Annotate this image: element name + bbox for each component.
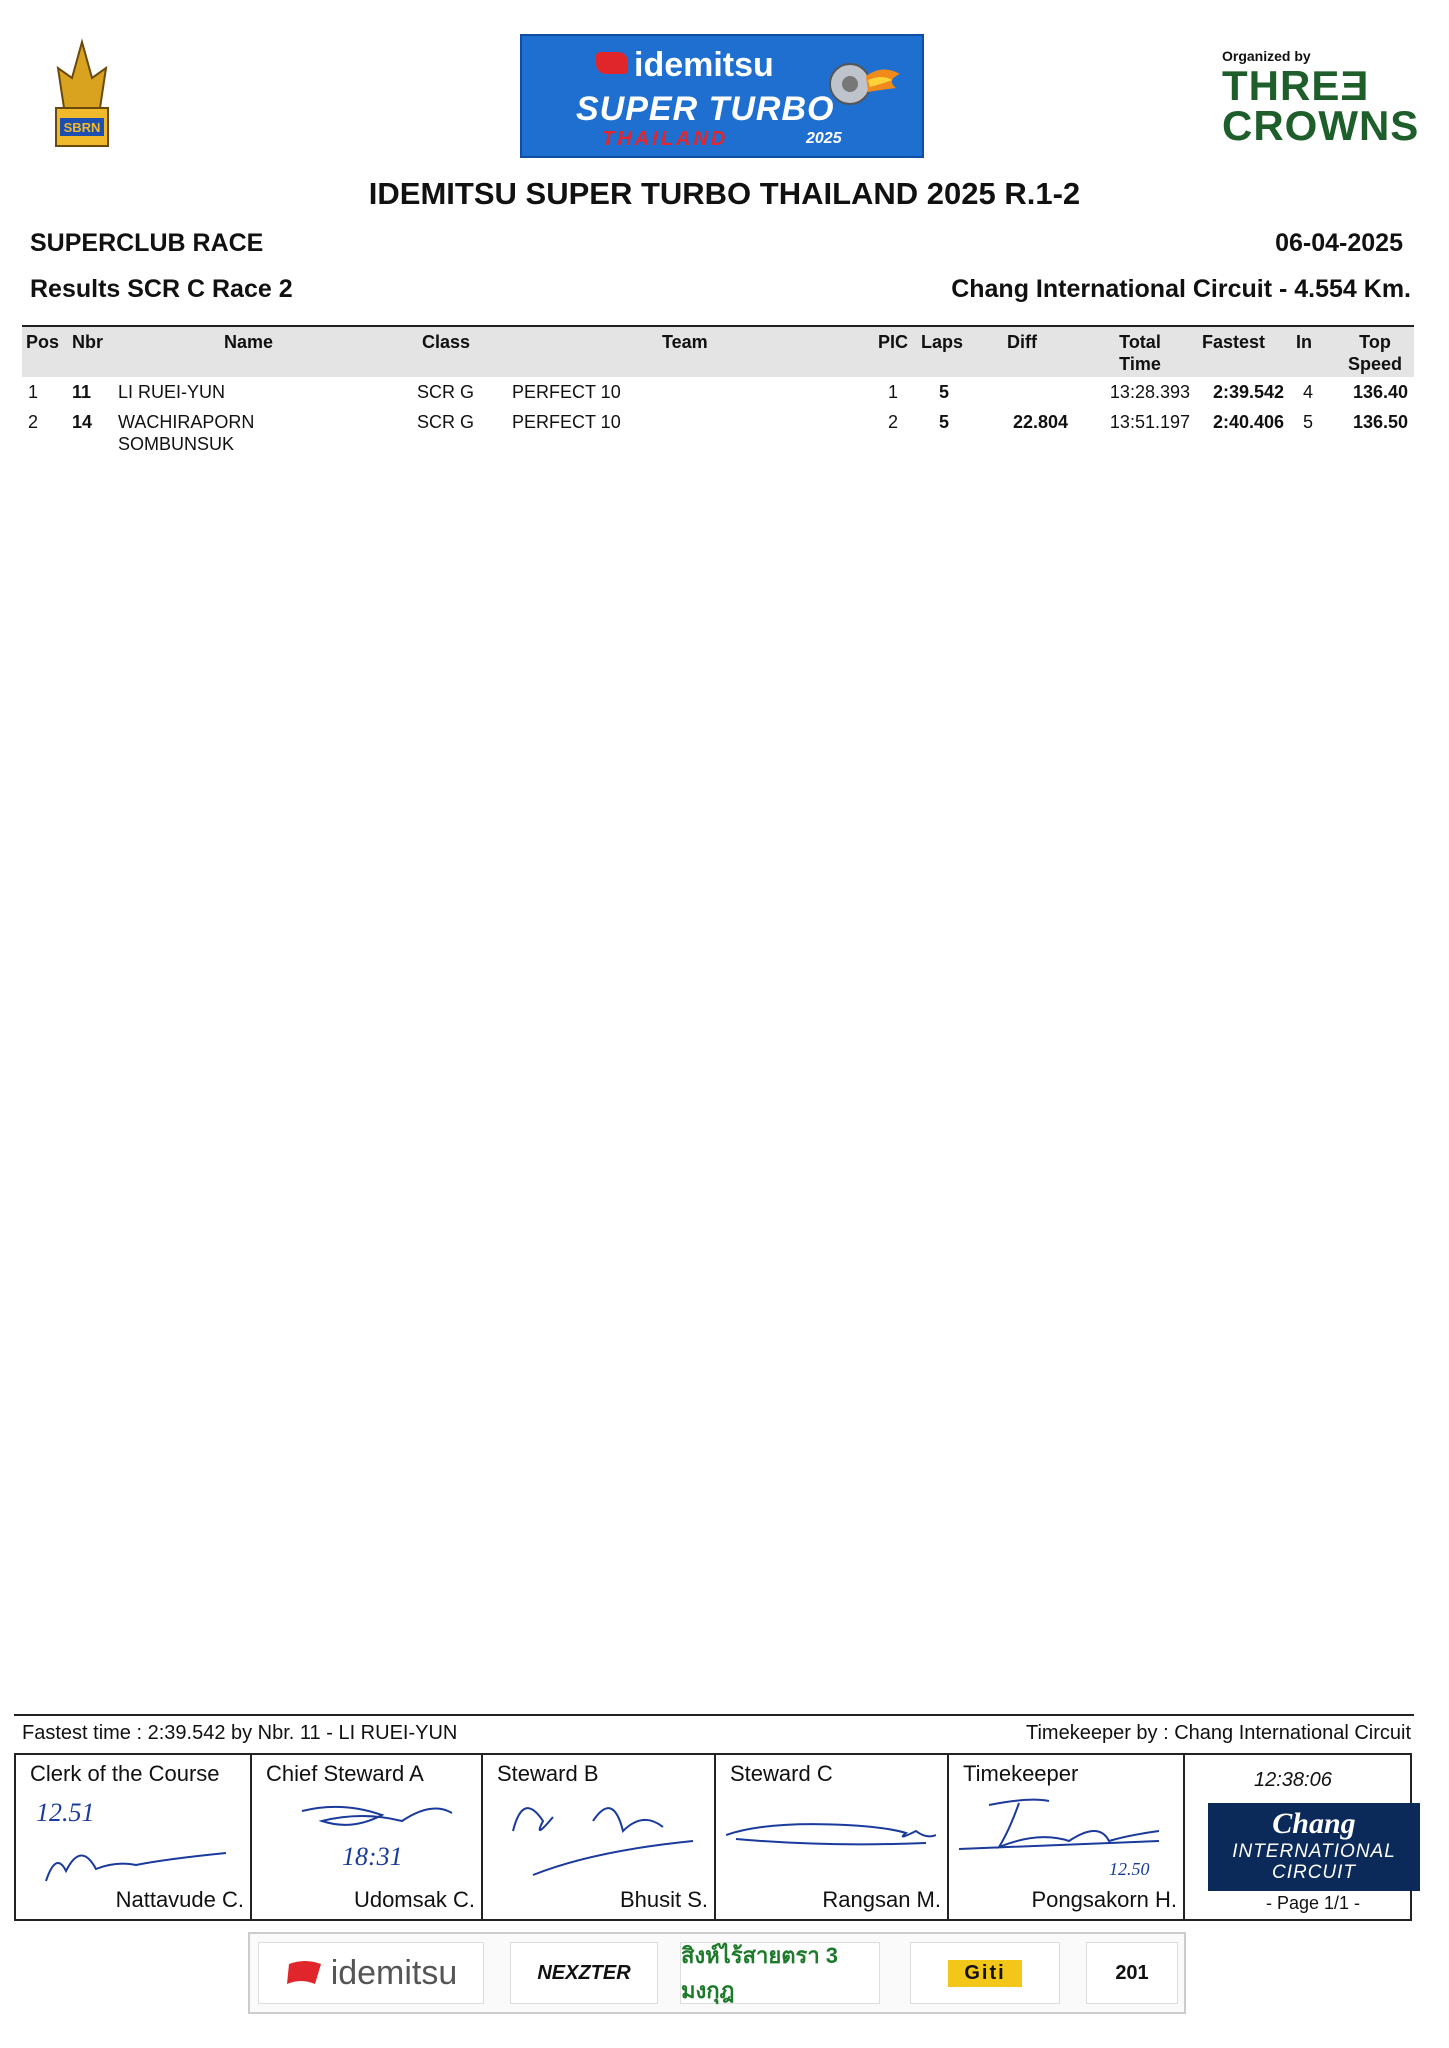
row-in: 4	[1303, 382, 1314, 402]
col-pic: PIC	[878, 332, 909, 352]
official-name: Udomsak C.	[353, 1887, 475, 1912]
signature-box	[14, 1753, 1412, 1921]
official-steward-b	[483, 1755, 716, 1919]
idemitsu-super-turbo-banner	[520, 34, 924, 158]
official-label: Chief Steward A	[266, 1761, 424, 1786]
official-clerk	[16, 1755, 252, 1919]
row-pic: 1	[888, 382, 899, 402]
row-name-line1: WACHIRAPORN	[118, 412, 255, 432]
results-table-header	[22, 325, 1414, 377]
svg-text:12.50: 12.50	[1109, 1859, 1150, 1879]
col-team: Team	[662, 332, 708, 352]
col-top-speed	[1342, 331, 1408, 375]
organizer-label: Organized by	[1222, 48, 1311, 64]
crowns-line1: THREƎ	[1222, 62, 1370, 109]
signature-steward-b	[493, 1791, 703, 1891]
row-nbr: 14	[72, 412, 93, 432]
row-in: 5	[1303, 412, 1314, 432]
row-nbr: 11	[72, 382, 92, 402]
col-nbr: Nbr	[72, 332, 103, 352]
col-top-line1: Top	[1359, 332, 1391, 352]
col-in: In	[1296, 332, 1312, 352]
row-pos: 2	[28, 412, 39, 432]
page-indicator: - Page 1/1 -	[1266, 1893, 1361, 1913]
official-name: Bhusit S.	[619, 1887, 708, 1912]
svg-text:18:31: 18:31	[342, 1842, 403, 1871]
crowns-line2: CROWNS	[1222, 102, 1420, 149]
sponsor-three-crowns-text: สิงห์ไร้สายตรา 3 มงกุฎ	[681, 1943, 839, 2003]
sponsor-nexzter-text: NEXZTER	[537, 1961, 631, 1984]
col-diff: Diff	[1007, 332, 1037, 352]
row-class: SCR G	[417, 412, 475, 432]
chang-logo-line3: CIRCUIT	[1271, 1862, 1357, 1883]
col-class: Class	[422, 332, 471, 352]
signature-chief-steward	[262, 1791, 472, 1891]
col-top-line2: Speed	[1347, 354, 1403, 374]
row-total: 13:28.393	[1109, 382, 1190, 402]
chang-circuit-logo	[1208, 1803, 1420, 1891]
row-team: PERFECT 10	[512, 412, 621, 432]
sponsor-201-logo	[1086, 1942, 1178, 2004]
sponsor-three-crowns-paint-logo	[680, 1942, 880, 2004]
banner-year: 2025	[806, 130, 842, 147]
col-total-line1: Total	[1119, 332, 1161, 352]
banner-brand: idemitsu	[634, 46, 774, 84]
sponsor-idemitsu-text: idemitsu	[330, 1953, 458, 1992]
row-name: LI RUEI-YUN	[118, 382, 226, 402]
timekeeper-by-note: Timekeeper by : Chang International Circuit	[1026, 1722, 1411, 1744]
row-laps: 5	[939, 412, 950, 432]
official-name: Nattavude C.	[115, 1887, 244, 1912]
row-top-speed: 136.40	[1352, 382, 1408, 402]
sponsor-strip	[248, 1932, 1186, 2014]
row-fastest: 2:39.542	[1212, 382, 1284, 402]
official-chief-steward	[252, 1755, 483, 1919]
col-fastest: Fastest	[1202, 332, 1266, 352]
banner-line2: THAILAND	[602, 128, 729, 150]
signature-timekeeper	[959, 1791, 1169, 1891]
sponsor-idemitsu-logo	[258, 1942, 484, 2004]
row-pic: 2	[888, 412, 899, 432]
col-total-line2: Time	[1119, 354, 1161, 374]
svg-text:SBRN: SBRN	[63, 120, 101, 135]
circuit-info: Chang International Circuit - 4.554 Km.	[951, 275, 1411, 303]
chang-logo-line1: Chang	[1272, 1807, 1356, 1840]
sponsor-giti-text: Giti	[948, 1960, 1021, 1987]
sponsor-giti-logo	[910, 1942, 1060, 2004]
turbo-flame-icon	[822, 54, 902, 112]
idemitsu-flag-icon	[596, 52, 628, 74]
banner-line1: SUPER TURBO	[576, 90, 835, 128]
row-fastest: 2:40.406	[1212, 412, 1284, 432]
three-crowns-logo	[1222, 62, 1420, 149]
row-team: PERFECT 10	[512, 382, 621, 402]
row-name	[118, 411, 254, 455]
row-top-speed: 136.50	[1352, 412, 1408, 432]
row-pos: 1	[28, 382, 39, 402]
idemitsu-flag-icon	[285, 1958, 325, 1988]
row-name-line2: SOMBUNSUK	[118, 434, 235, 454]
sbrn-crest-logo	[48, 38, 116, 154]
row-class: SCR G	[417, 382, 475, 402]
official-name: Rangsan M.	[822, 1887, 941, 1912]
official-timekeeper	[949, 1755, 1185, 1919]
official-label: Clerk of the Course	[30, 1761, 220, 1786]
chang-logo-line2: INTERNATIONAL	[1232, 1841, 1396, 1862]
col-name: Name	[224, 332, 274, 352]
official-name: Pongsakorn H.	[1031, 1887, 1177, 1912]
official-label: Steward B	[497, 1761, 599, 1786]
official-steward-c	[716, 1755, 949, 1919]
fastest-time-note: Fastest time : 2:39.542 by Nbr. 11 - LI RUEI-YUN	[22, 1722, 458, 1744]
race-name: SUPERCLUB RACE	[30, 229, 264, 257]
page-title: IDEMITSU SUPER TURBO THAILAND 2025 R.1-2	[368, 176, 1081, 211]
col-pos: Pos	[26, 332, 60, 352]
footer-divider	[14, 1714, 1414, 1716]
race-date: 06-04-2025	[1275, 229, 1403, 257]
row-diff: 22.804	[1012, 412, 1068, 432]
print-time: 12:38:06	[1254, 1769, 1332, 1791]
col-total-time	[1100, 331, 1180, 375]
results-title: Results SCR C Race 2	[30, 275, 293, 303]
official-label: Steward C	[730, 1761, 833, 1786]
sponsor-201-text: 201	[1115, 1961, 1149, 1984]
row-laps: 5	[939, 382, 950, 402]
signature-clerk	[26, 1791, 226, 1891]
signature-steward-c	[726, 1791, 936, 1891]
sponsor-nexzter-logo	[510, 1942, 658, 2004]
official-label: Timekeeper	[963, 1761, 1079, 1786]
col-laps: Laps	[921, 332, 964, 352]
row-total: 13:51.197	[1109, 412, 1190, 432]
svg-text:12.51: 12.51	[36, 1798, 95, 1827]
